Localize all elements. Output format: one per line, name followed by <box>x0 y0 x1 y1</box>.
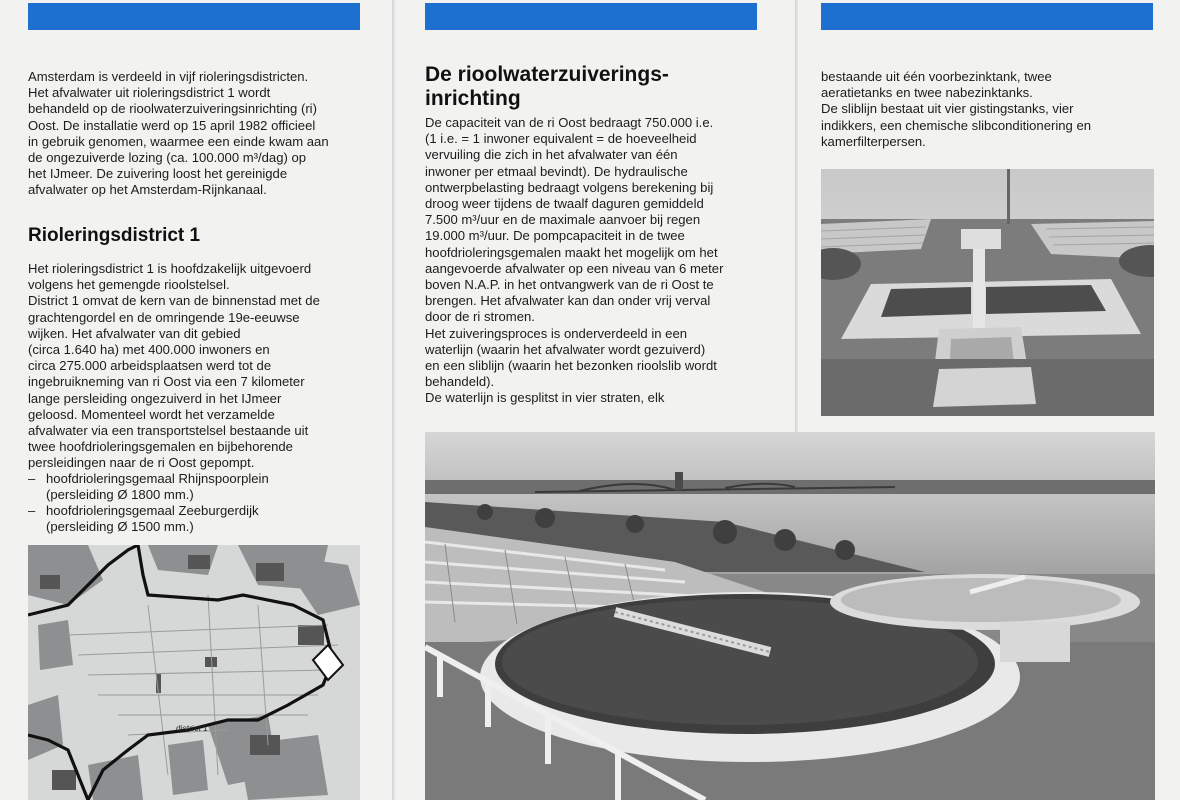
plant-photo-clarifiers <box>425 432 1155 800</box>
intro-paragraph: Amsterdam is verdeeld in vijf rioleringsdistricten. Het afvalwater uit rioleringsdistrict 1 wordt behandeld op de rioolwaterzuiveringsinrichting (ri) Oost. De installatie werd op 15 april 1982 officieel in gebruik genomen, waarmee een einde kwam aan de ongezuiverde lozing (ca. 100.000 m³/dag) op het IJmeer. De zuivering loost het gereinigde afvalwater op het Amsterdam-Rijnkanaal. <box>28 69 329 198</box>
district-heading: Rioleringsdistrict 1 <box>28 225 201 246</box>
list-item <box>28 471 269 503</box>
page-title: De rioolwaterzuiverings- inrichting <box>425 63 669 110</box>
blue-header-bar <box>821 3 1153 30</box>
district-paragraph: Het rioleringsdistrict 1 is hoofdzakelijk uitgevoerd volgens het gemengde rioolstelsel. District 1 omvat de kern van de binnenstad met de grachtengordel en de omringende 19e-eeuwse wijken. Het afvalwater van dit gebied (circa 1.640 ha) met 400.000 inwoners en circa 275.000 arbeidsplaatsen werd tot de ingebruikneming van ri Oost via een 7 kilometer lange persleiding ongezuiverd in het IJmeer geloosd. Momenteel wordt het verzamelde afvalwater via een transportstelsel bestaande uit twee hoofdrioleringsgemalen en bijbehorende persleidingen naar de ri Oost gepompt. <box>28 261 320 471</box>
list-item-text: hoofdrioleringsgemaal Zeeburgerdijk (persleiding Ø 1500 mm.) <box>46 503 259 535</box>
blue-header-bar <box>425 3 757 30</box>
process-paragraph: bestaande uit één voorbezinktank, twee aeratietanks en twee nabezinktanks. De sliblijn bestaat uit vier gistingstanks, vier indikkers, een chemische slibconditionering en kamerfilterpersen. <box>821 69 1092 149</box>
list-dash: – <box>28 503 36 518</box>
list-dash: – <box>28 471 36 486</box>
map-label: district 1 <box>176 723 208 733</box>
list-item-text: hoofdrioleringsgemaal Rhijnspoorplein (persleiding Ø 1800 mm.) <box>46 471 269 503</box>
district-map <box>28 545 360 800</box>
list-item <box>28 503 259 535</box>
blue-header-bar <box>28 3 360 30</box>
capacity-paragraph: De capaciteit van de ri Oost bedraagt 750.000 i.e. (1 i.e. = 1 inwoner equivalent = de hoeveelheid vervuiling die zich in het afvalwater van één inwoner per etmaal bevindt). De hydraulische ontwerpbelasting bedraagt volgens berekening bij droog weer tijdens de twaalf daguren gemiddeld 7.500 m³/uur en de maximale aanvoer bij regen 19.000 m³/uur. De pompcapaciteit in de twee hoofdrioleringsgemalen maakt het mogelijk om het aangevoerde afvalwater op een niveau van 6 meter boven N.A.P. in het ontvangwerk van de ri Oost te brengen. Het afvalwater kan dan onder vrij verval door de ri stromen. Het zuiveringsproces is onderverdeeld in een waterlijn (waarin het afvalwater wordt gezuiverd) en een sliblijn (waarin het bezonken rioolslib wordt behandeld). De waterlijn is gesplitst in vier straten, elk <box>425 115 724 406</box>
plant-photo-aerial <box>821 169 1154 416</box>
